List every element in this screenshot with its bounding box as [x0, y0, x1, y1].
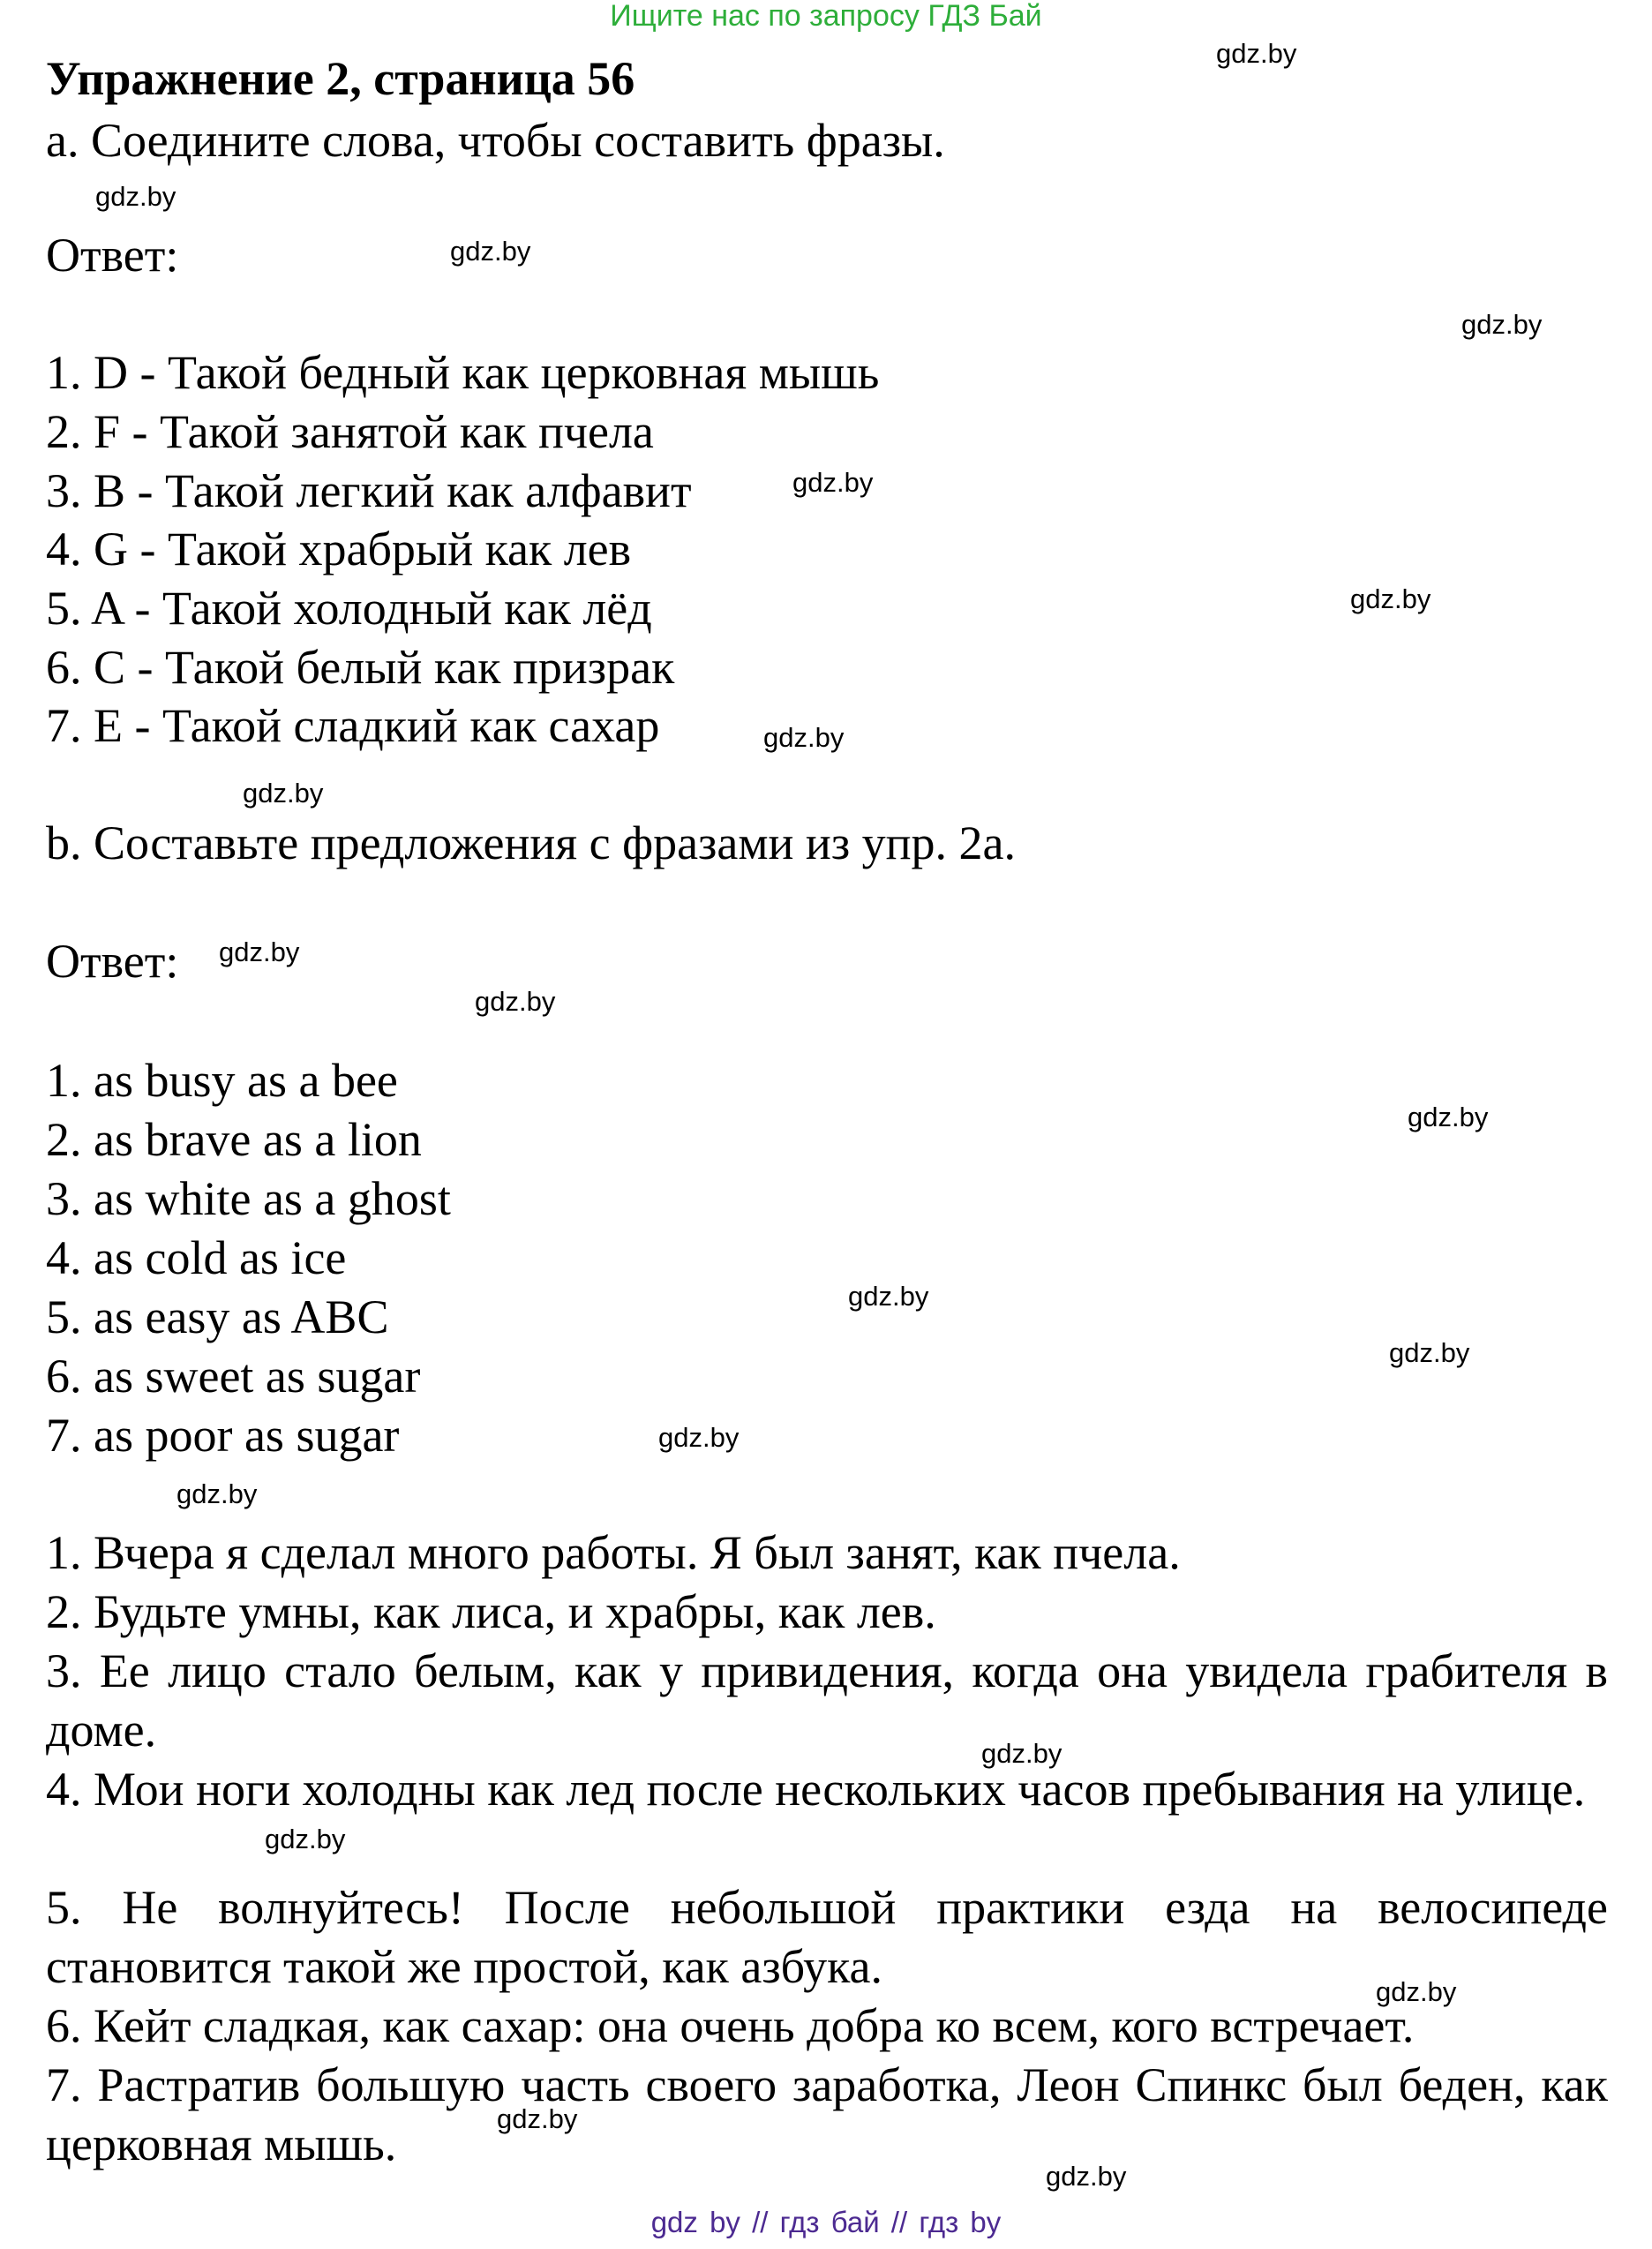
watermark: gdz.by [1408, 1102, 1489, 1132]
watermark: gdz.by [265, 1824, 346, 1854]
sentence-5: 5. Не волнуйтесь! После небольшой практики езда на велосипеде становится такой же простой, как азбука. [46, 1881, 1608, 1993]
watermark: gdz.by [243, 778, 324, 809]
footer-links[interactable]: gdz by // гдз бай // гдз by [650, 2206, 1002, 2238]
watermark: gdz.by [792, 467, 874, 498]
phrase-4: 4. as cold as ice [46, 1231, 347, 1284]
answer-label-b: Ответ: [46, 935, 179, 988]
watermark: gdz.by [1216, 38, 1297, 69]
task-b: b. Составьте предложения с фразами из упр. 2a. [46, 816, 1017, 869]
phrase-2: 2. as brave as a lion [46, 1113, 422, 1166]
watermark: gdz.by [176, 1478, 258, 1509]
answer-label-a: Ответ: [46, 229, 179, 282]
watermark: gdz.by [450, 236, 531, 267]
phrase-6: 6. as sweet as sugar [46, 1350, 421, 1403]
sentence-7: 7. Растратив большую часть своего заработка, Леон Спинкс был беден, как церковная мышь. [46, 2058, 1608, 2170]
task-a: a. Соедините слова, чтобы составить фразы. [46, 114, 945, 167]
watermark: gdz.by [658, 1422, 740, 1453]
sentence-2: 2. Будьте умны, как лиса, и храбры, как лев. [46, 1585, 936, 1638]
page-title: Упражнение 2, страница 56 [46, 52, 635, 105]
answer-a-item-3: 3. B - Такой легкий как алфавит [46, 464, 692, 517]
answer-a-item-2: 2. F - Такой занятой как пчела [46, 405, 654, 458]
answer-a-item-6: 6. C - Такой белый как призрак [46, 641, 675, 694]
watermark: gdz.by [95, 181, 176, 212]
watermark: gdz.by [1350, 583, 1431, 614]
watermark: gdz.by [475, 986, 556, 1017]
answer-a-item-4: 4. G - Такой храбрый как лев [46, 523, 632, 575]
sentence-1: 1. Вчера я сделал много работы. Я был занят, как пчела. [46, 1526, 1181, 1579]
phrase-3: 3. as white as a ghost [46, 1172, 451, 1225]
watermark: gdz.by [497, 2103, 578, 2134]
phrase-5: 5. as easy as ABC [46, 1290, 389, 1343]
answer-a-item-5: 5. A - Такой холодный как лёд [46, 582, 652, 635]
answer-a-item-1: 1. D - Такой бедный как церковная мышь [46, 346, 880, 399]
watermark: gdz.by [763, 722, 845, 753]
sentence-6: 6. Кейт сладкая, как сахар: она очень добра ко всем, кого встречает. [46, 1999, 1415, 2052]
phrase-7: 7. as poor as sugar [46, 1409, 400, 1462]
phrase-1: 1. as busy as a bee [46, 1054, 398, 1107]
watermark: gdz.by [981, 1738, 1063, 1769]
watermark: gdz.by [1376, 1976, 1457, 2007]
watermark: gdz.by [848, 1281, 929, 1312]
watermark: gdz.by [219, 936, 300, 967]
watermark: gdz.by [1046, 2161, 1127, 2192]
watermark: gdz.by [1461, 309, 1543, 340]
answer-a-item-7: 7. E - Такой сладкий как сахар [46, 699, 660, 752]
watermark: gdz.by [1389, 1337, 1470, 1368]
sentence-3: 3. Ее лицо стало белым, как у привидения, когда она увидела грабителя в доме. [46, 1644, 1608, 1756]
sentence-4: 4. Мои ноги холодны как лед после нескольких часов пребывания на улице. [46, 1763, 1586, 1816]
top-banner[interactable]: Ищите нас по запросу ГДЗ Бай [610, 0, 1042, 33]
